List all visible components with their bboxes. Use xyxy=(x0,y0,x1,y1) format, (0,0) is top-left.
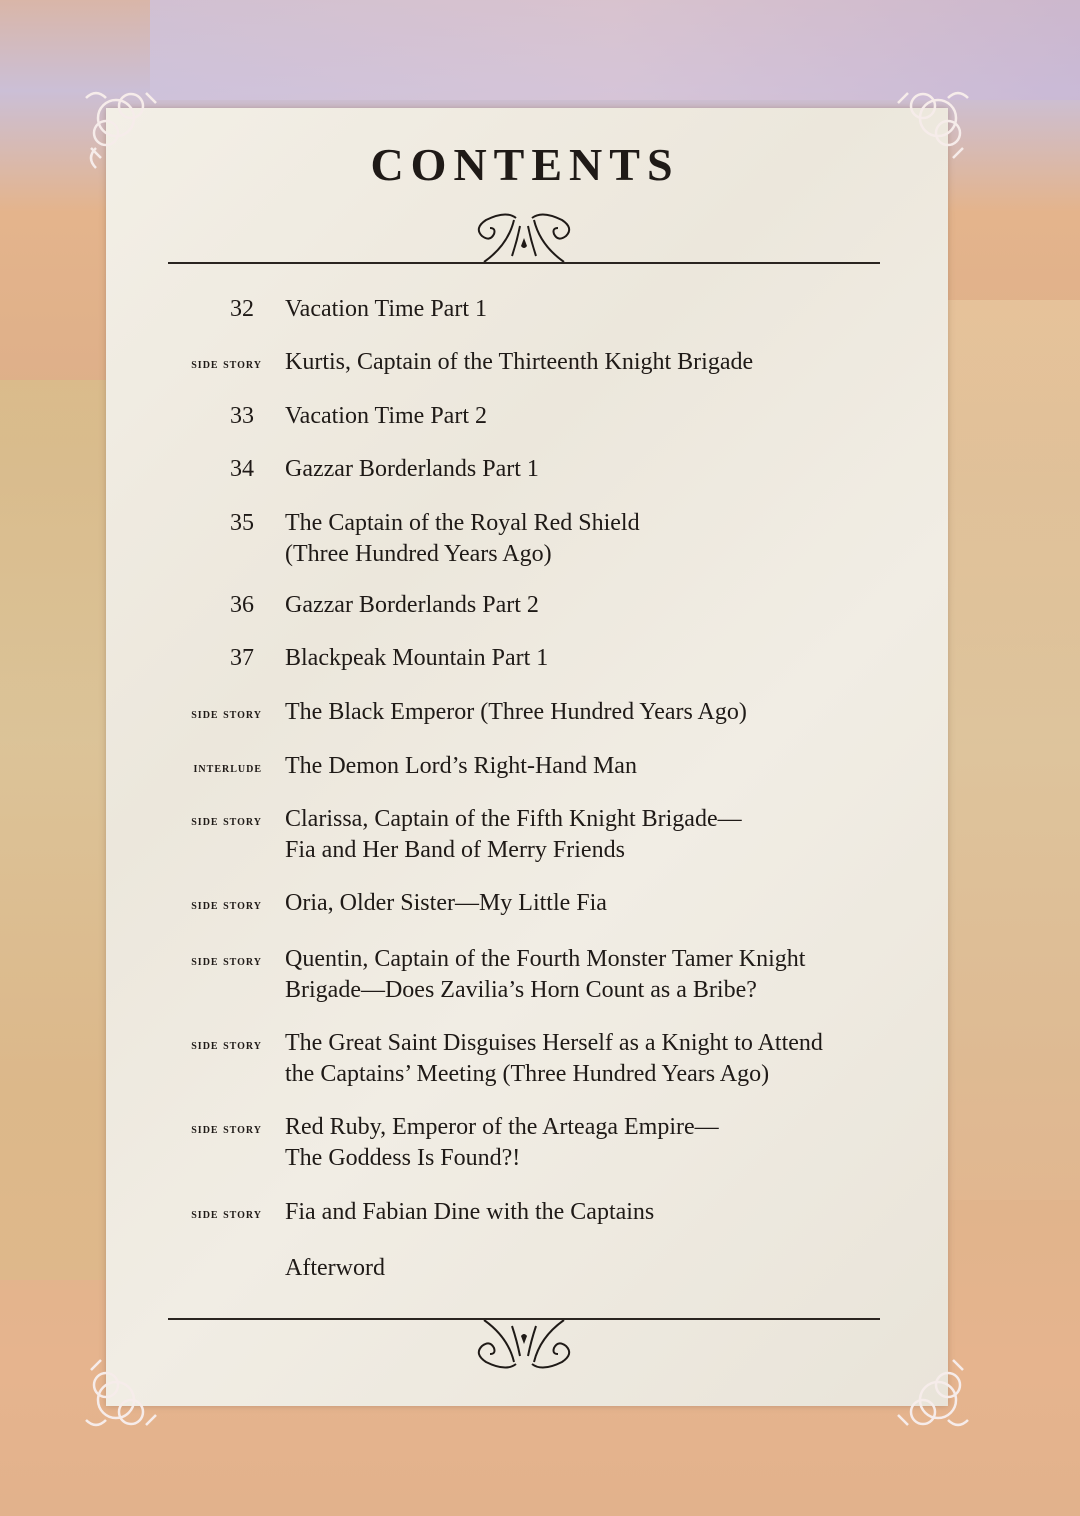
entry-title-line: Quentin, Captain of the Fourth Monster Tamer Knight xyxy=(285,946,806,972)
page-title: CONTENTS xyxy=(370,139,680,190)
entry-title xyxy=(285,888,607,919)
entry-title-line: Vacation Time Part 1 xyxy=(285,296,487,322)
entry-title-line: Gazzar Borderlands Part 1 xyxy=(285,456,539,482)
entry-title-line: Brigade—Does Zavilia’s Horn Count as a Bribe? xyxy=(285,977,757,1003)
entry-title-line: Afterword xyxy=(285,1255,385,1281)
chapter-number: 36 xyxy=(230,592,254,618)
entry-title-line: The Demon Lord’s Right-Hand Man xyxy=(285,753,637,779)
entry-title xyxy=(285,1253,385,1284)
entry-type-label: side story xyxy=(191,954,262,969)
entry-title-line: The Captain of the Royal Red Shield xyxy=(285,510,640,536)
chapter-number: 37 xyxy=(230,645,254,671)
chapter-number: 35 xyxy=(230,510,254,536)
entry-title xyxy=(285,1028,823,1090)
entry-title-line: Kurtis, Captain of the Thirteenth Knight Brigade xyxy=(285,349,754,375)
entry-type-label: side story xyxy=(191,1038,262,1053)
entry-title-line: Clarissa, Captain of the Fifth Knight Brigade— xyxy=(285,806,742,832)
entry-title-line: The Great Saint Disguises Herself as a Knight to Attend xyxy=(285,1030,823,1056)
flourish-ornament-icon xyxy=(466,208,582,262)
top-divider xyxy=(168,262,880,264)
background-field xyxy=(0,380,106,1280)
entry-title-line: The Goddess Is Found?! xyxy=(285,1145,521,1171)
entry-title-line: (Three Hundred Years Ago) xyxy=(285,541,552,567)
entry-title-line: Vacation Time Part 2 xyxy=(285,403,487,429)
entry-title xyxy=(285,751,637,782)
entry-title xyxy=(285,294,487,325)
entry-type-label: side story xyxy=(191,357,262,372)
flourish-ornament-icon xyxy=(466,1320,582,1374)
entry-title xyxy=(285,944,805,1006)
entry-title-line: the Captains’ Meeting (Three Hundred Years Ago) xyxy=(285,1061,770,1087)
entry-title-line: Red Ruby, Emperor of the Arteaga Empire— xyxy=(285,1114,719,1140)
entry-type-label: side story xyxy=(191,707,262,722)
entry-title-line: The Black Emperor (Three Hundred Years Ago) xyxy=(285,699,747,725)
entry-type-label: side story xyxy=(191,898,262,913)
entry-type-label: side story xyxy=(191,1122,262,1137)
entry-type-label: side story xyxy=(191,814,262,829)
entry-title xyxy=(285,1197,654,1228)
background-field-right xyxy=(948,300,1080,1200)
entry-title xyxy=(285,804,742,866)
chapter-number: 34 xyxy=(230,456,254,482)
entry-title xyxy=(285,1112,719,1174)
chapter-number: 32 xyxy=(230,296,254,322)
entry-title-line: Fia and Fabian Dine with the Captains xyxy=(285,1199,655,1225)
entry-title-line: Blackpeak Mountain Part 1 xyxy=(285,645,549,671)
entry-title-line: Fia and Her Band of Merry Friends xyxy=(285,837,625,863)
entry-title-line: Gazzar Borderlands Part 2 xyxy=(285,592,539,618)
entry-title-line: Oria, Older Sister—My Little Fia xyxy=(285,890,607,916)
entry-title xyxy=(285,347,753,378)
entry-type-label: side story xyxy=(191,1207,262,1222)
corner-ornament-icon xyxy=(76,1340,176,1440)
entry-type-label: interlude xyxy=(193,761,262,776)
entry-title xyxy=(285,697,747,728)
entry-title xyxy=(285,508,640,570)
entry-title xyxy=(285,590,539,621)
entry-title xyxy=(285,643,548,674)
chapter-number: 33 xyxy=(230,403,254,429)
corner-ornament-icon xyxy=(878,1340,978,1440)
entry-title xyxy=(285,401,487,432)
entry-title xyxy=(285,454,539,485)
